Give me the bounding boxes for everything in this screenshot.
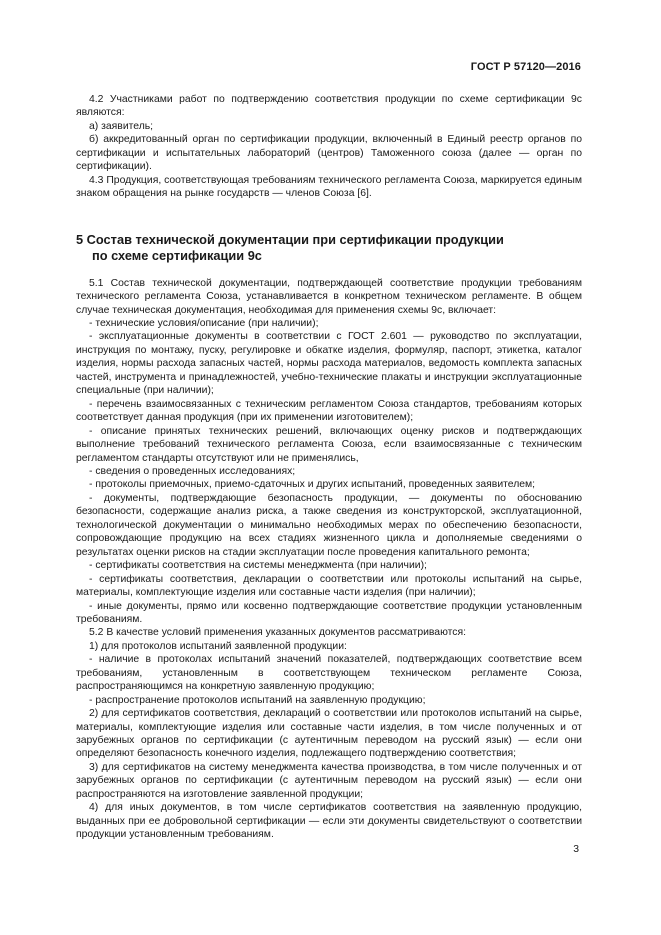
condition-1: 1) для протоколов испытаний заявленной продукции: [89,640,347,652]
list-item-research: - сведения о проведенных исследованиях; [89,465,296,477]
condition-3: 3) для сертификатов на систему менеджмента качества производства, в том числе полученных и от зарубежных органов по сертификации (с аутентичным переводом на русский язык) — если они распространяются на изготовление заявленной продукции; [76,761,582,800]
section-5-heading-line2: по схеме сертификации 9с [92,247,262,263]
list-item-technical-solutions: - описание принятых технических решений, включающих оценку рисков и подтверждающих выполнение требований технического регламента Союза, если взаимосвязанные с техническим регламентом стандарты отсутствуют или не применялись, [76,425,582,464]
section-5-heading-line1: 5 Состав технической документации при сертификации продукции [76,231,504,247]
list-item-other-docs: - иные документы, прямо или косвенно подтверждающие соответствие продукции установленным требованиям. [76,600,582,625]
document-number: ГОСТ Р 57120—2016 [470,61,581,73]
list-item-management-certs: - сертификаты соответствия на системы менеджмента (при наличии); [89,560,427,572]
condition-1-item-scope: - распространение протоколов испытаний на заявленную продукцию; [89,694,426,706]
list-item-a: а) заявитель; [89,120,154,132]
paragraph-5-1: 5.1 Состав технической документации, подтверждающей соответствие продукции требованиям технического регламента Союза, устанавливается в конкретном техническом регламенте. В общем случае техническая документация, необходимая для применения схемы 9с, включает: [76,277,582,316]
condition-1-item-values: - наличие в протоколах испытаний значений показателей, подтверждающих соответствие всем требованиям, установленным в соответствующем техническом регламенте Союза, распространяющимся на конкретную заявленную продукцию; [76,654,582,693]
list-item-safety-docs: - документы, подтверждающие безопасность продукции, — документы по обоснованию безопасности, содержащие анализ риска, а также сведения из конструкторской, эксплуатационной, технологической документации о минимально необходимых мерах по обеспечению безопасности, сопровождающие продукцию на всех стадиях жизненного цикла и дополняемые сведениями о результатах оценки рисков на стадии эксплуатации после проведения капитального ремонта; [76,492,582,558]
page-content [76,93,582,842]
list-item-spec: - технические условия/описание (при наличии); [89,317,319,329]
paragraph-4-2: 4.2 Участниками работ по подтверждению соответствия продукции по схеме сертификации 9с являются: [76,94,582,119]
list-item-operational-docs: - эксплуатационные документы в соответствии с ГОСТ 2.601 — руководство по эксплуатации, инструкция по монтажу, пуску, регулировке и обкатке изделия, формуляр, паспорт, этикетка, каталог изделия, нормы расхода запасных частей, нормы расхода материалов, ведомость комплекта запасных частей, инструмента и принадлежностей, учебно-технические плакаты и инструкции эксплуатационные специальные (при наличии); [76,331,582,397]
page-number: 3 [573,844,579,855]
list-item-material-certs: - сертификаты соответствия, декларации о соответствии или протоколы испытаний на сырье, материалы, комплектующие изделия или составные части изделия (при наличии); [76,573,582,599]
paragraph-5-2: 5.2 В качестве условий применения указанных документов рассматриваются: [89,627,466,639]
list-item-b: б) аккредитованный орган по сертификации продукции, включенный в Единый реестр органов по сертификации и испытательных лабораторий (центров) Таможенного союза (далее — орган по сертификации). [76,134,582,173]
condition-4: 4) для иных документов, в том числе сертификатов соответствия на заявленную продукцию, выданных при ее добровольной сертификации — если эти документы свидетельствуют о соответствии продукции установленным требованиям. [76,802,582,841]
list-item-standards: - перечень взаимосвязанных с техническим регламентом Союза стандартов, требованиям которых соответствует данная продукция (при их применении изготовителем); [76,398,582,424]
section-5-heading [76,232,582,264]
paragraph-4-3: 4.3 Продукция, соответствующая требованиям технического регламента Союза, маркируется единым знаком обращения на рынке государств — членов Союза [6]. [76,174,583,200]
list-item-test-reports: - протоколы приемочных, приемо-сдаточных и других испытаний, проведенных заявителем; [89,479,536,491]
condition-2: 2) для сертификатов соответствия, деклараций о соответствии или протоколов испытаний на сырье, материалы, комплектующие изделия или составные части изделия, в том числе полученных и от зарубежных органов по сертификации (с аутентичным переводом на русский язык) — если они определяют безопасность конечного изделия, подлежащего подтверждению соответствия; [76,708,582,760]
